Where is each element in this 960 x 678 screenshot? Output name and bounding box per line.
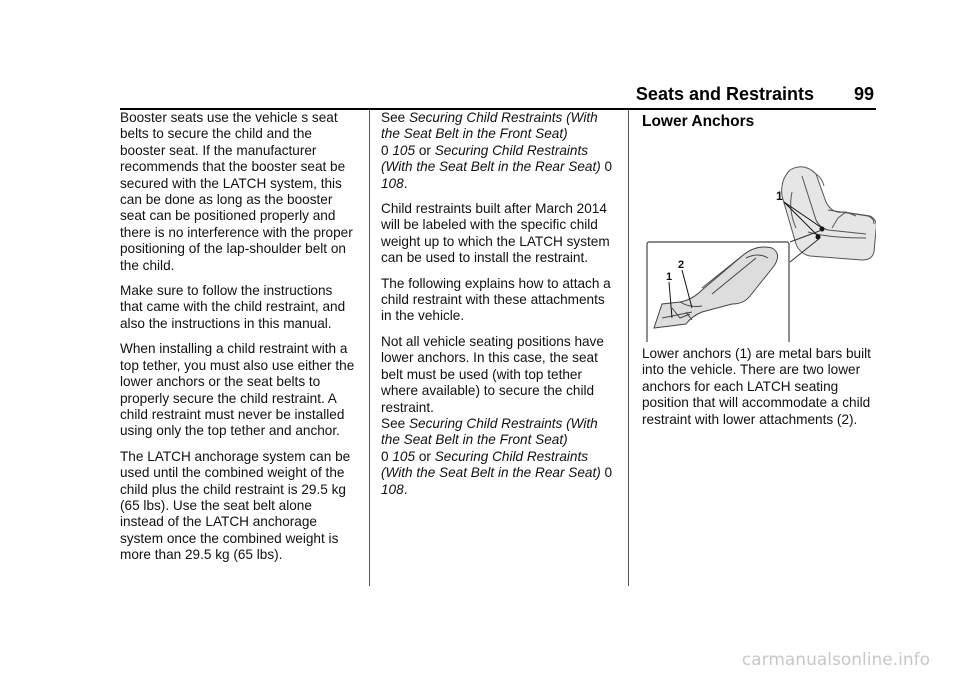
column-1 [120,110,358,573]
callout-label: 1 [776,189,783,203]
reference-link[interactable]: Securing Child Restraints (With the Seat Belt in the Rear Seat) [381,142,601,175]
page-reference[interactable]: 108 [381,481,404,497]
callout-label: 1 [666,271,673,283]
paragraph: The following explains how to attach a child restraint with these attachments in the vehicle. [381,275,611,324]
page-arrow-icon: 0 [381,142,389,158]
callout-label: 2 [678,259,685,271]
page-arrow-icon: 0 [604,159,613,175]
reference-link[interactable]: Securing Child Restraints (With the Seat Belt in the Front Seat) [381,110,598,142]
paragraph: Lower anchors (1) are metal bars built into the vehicle. There are two lower anchors for each LATCH seating position that will accommodate a child restraint with lower attachments (2). [642,346,871,427]
column-divider-2 [628,110,629,586]
page-reference[interactable]: 108 [381,175,404,191]
cross-reference: See Securing Child Restraints (With the Seat Belt in the Front Seat) 0 105 or Securing Child Restraints (With the Seat Belt in the Rear Seat) 0 108. [381,110,613,191]
page-header [120,82,876,106]
paragraph: The LATCH anchorage system can be used until the combined weight of the child plus the child restraint is 29.5 kg (65 lbs). Use the seat belt alone instead of the LATCH anchorage system once the combined weight is more than 29.5 kg (65 lbs). [120,448,351,563]
page-reference[interactable]: 105 [392,448,416,464]
paragraph: When installing a child restraint with a top tether, you must also use either the lower anchors or the seat belts to properly secure the child restraint. A child restraint must never be installed using only the top tether and anchor. [120,341,355,439]
section-heading: Lower Anchors [642,113,755,130]
section-title: Seats and Restraints [635,84,814,104]
watermark: carmanualsonline.info [741,650,930,670]
page-arrow-icon: 0 [381,448,389,464]
paragraph: Make sure to follow the instructions that came with the child restraint, and also the instructions in this manual. [120,283,346,331]
column-divider-1 [369,110,370,586]
page-number: 99 [853,84,874,104]
reference-link[interactable]: Securing Child Restraints (With the Seat Belt in the Rear Seat) [381,448,601,481]
paragraph: Not all vehicle seating positions have lower anchors. In this case, the seat belt must be used (with top tether where available) to secure the child restraint. See Securing Child Restraints (With the Seat Belt in the Front Seat) 0 105 or Securing Child Restraints (With the Seat Belt in the Rear Seat) 0 108. [381,333,613,497]
lower-anchors-drawing [642,132,876,342]
paragraph: Booster seats use the vehicle s seat belts to secure the child and the booster seat. If the manufacturer recommends that the booster seat be secured with the LATCH system, this can be done as long as the booster seat can be positioned properly and there is no interference with the proper positioning of the lap-shoulder belt on the child. [120,110,353,273]
column-2 [381,110,617,507]
lower-anchors-illustration [642,132,876,342]
page-arrow-icon: 0 [604,465,613,481]
paragraph: Child restraints built after March 2014 will be labeled with the specific child weight up to which the LATCH system can be used to install the restraint. [381,201,610,266]
page-reference[interactable]: 105 [392,142,416,158]
reference-link[interactable]: Securing Child Restraints (With the Seat Belt in the Front Seat) [381,415,598,448]
column-3 [642,110,876,428]
